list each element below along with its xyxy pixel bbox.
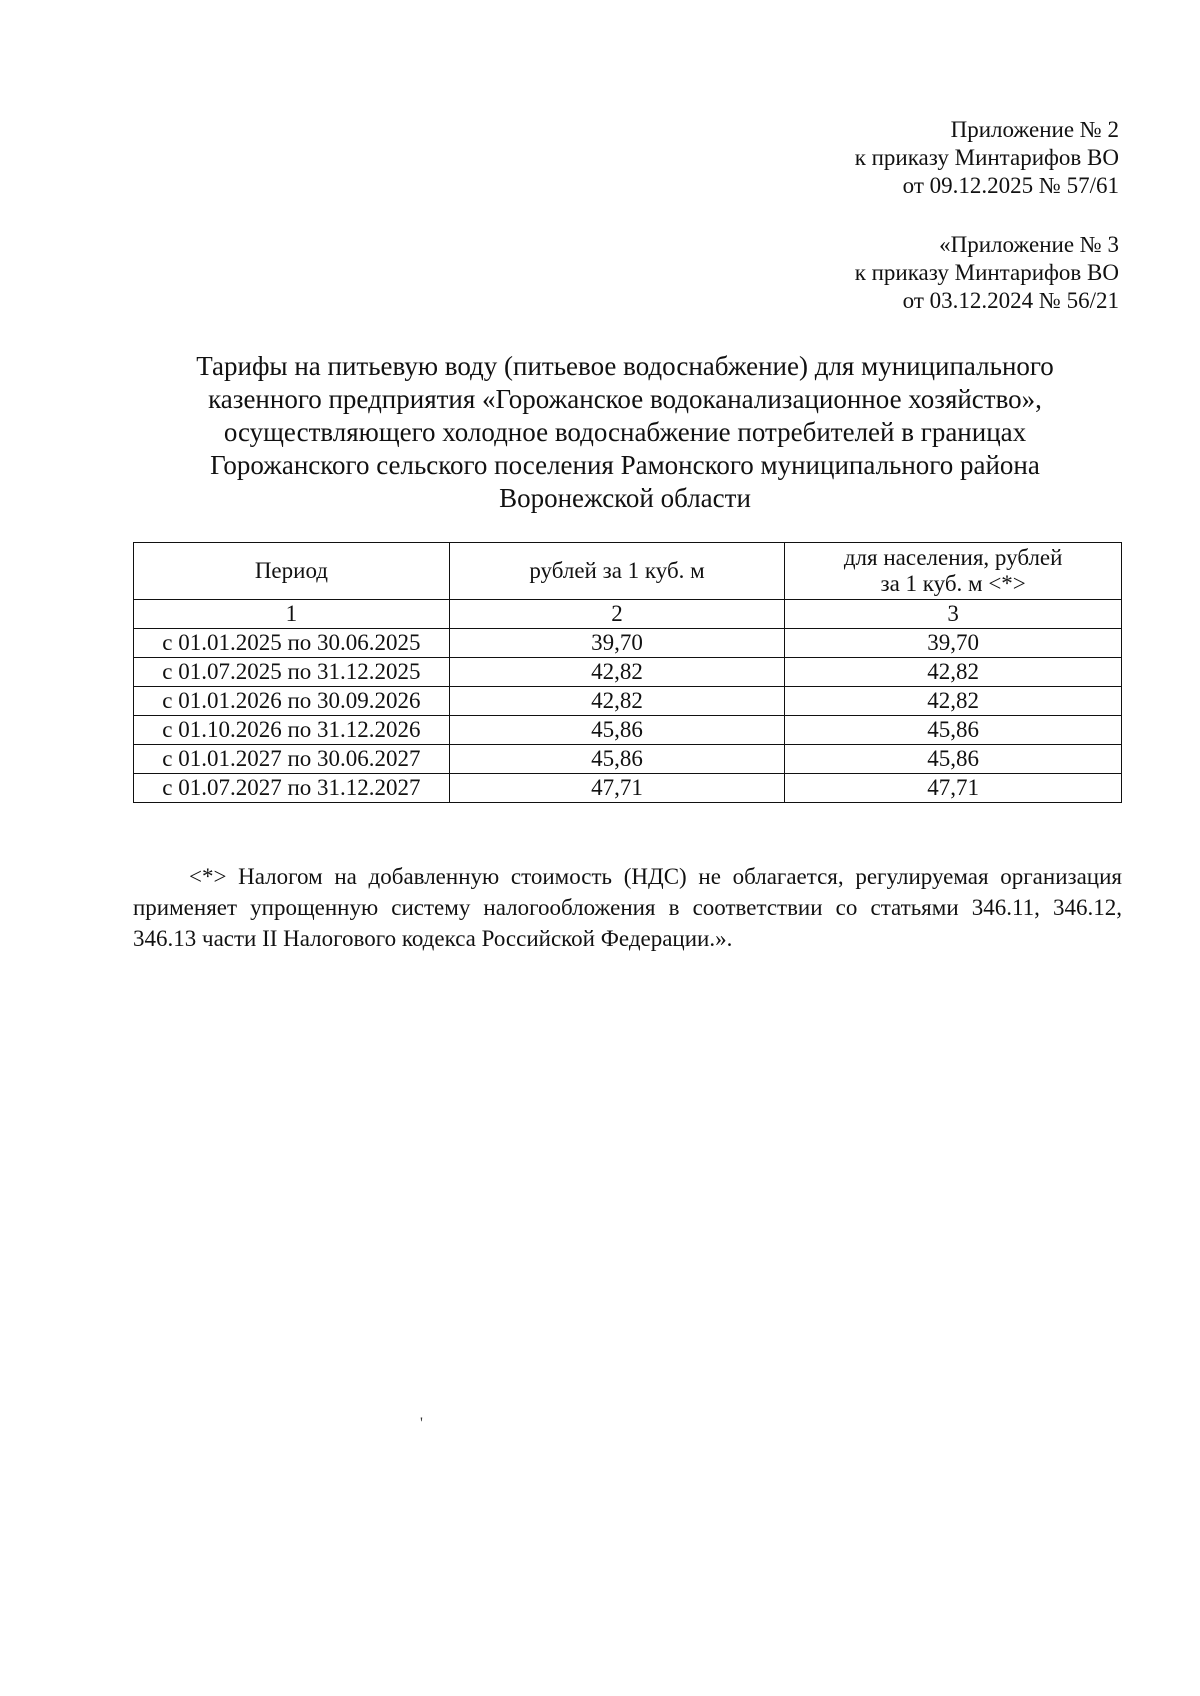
header-population-line: для населения, рублей — [843, 545, 1063, 570]
annex-line: от 03.12.2024 № 56/21 — [902, 288, 1119, 313]
annex-line: Приложение № 2 — [950, 117, 1119, 142]
cell-rub: 42,82 — [449, 687, 784, 716]
cell-rub: 47,71 — [449, 774, 784, 803]
title-line: осуществляющего холодное водоснабжение потребителей в границах — [223, 417, 1027, 447]
footnote: <*> Налогом на добавленную стоимость (НДС) не облагается, регулируемая организация применяет упрощенную систему налогообложения в соответствии со статьями 346.11, 346.12, 346.13 части II Налогового кодекса Российской Федерации.». — [133, 864, 1122, 951]
title-line: Тарифы на питьевую воду (питьевое водоснабжение) для муниципального — [196, 351, 1054, 381]
column-number: 3 — [785, 600, 1122, 629]
table-header-row — [134, 543, 1122, 600]
cell-rub: 45,86 — [449, 716, 784, 745]
header-rub-per-cubic-meter: рублей за 1 куб. м — [449, 543, 784, 600]
tariff-table — [133, 542, 1122, 803]
cell-population: 42,82 — [785, 658, 1122, 687]
title-line: Горожанского сельского поселения Рамонского муниципального района — [210, 450, 1040, 480]
document-title — [130, 350, 1120, 515]
cell-rub: 42,82 — [449, 658, 784, 687]
header-period: Период — [134, 543, 450, 600]
cell-population: 45,86 — [785, 745, 1122, 774]
header-population-line: за 1 куб. м <*> — [880, 571, 1026, 596]
column-number-row — [134, 600, 1122, 629]
title-line: Воронежской области — [499, 483, 751, 513]
cell-population: 45,86 — [785, 716, 1122, 745]
column-number: 2 — [449, 600, 784, 629]
table-row — [134, 687, 1122, 716]
annex-reference-current — [855, 116, 1119, 200]
annex-reference-previous — [855, 231, 1119, 315]
table-row — [134, 629, 1122, 658]
cell-rub: 45,86 — [449, 745, 784, 774]
cell-population: 39,70 — [785, 629, 1122, 658]
annex-line: от 09.12.2025 № 57/61 — [902, 173, 1119, 198]
cell-rub: 39,70 — [449, 629, 784, 658]
annex-line: «Приложение № 3 — [939, 232, 1119, 257]
cell-period: с 01.07.2027 по 31.12.2027 — [134, 774, 450, 803]
header-population-rate — [785, 543, 1122, 600]
cell-period: с 01.10.2026 по 31.12.2026 — [134, 716, 450, 745]
cell-period: с 01.07.2025 по 31.12.2025 — [134, 658, 450, 687]
cell-population: 47,71 — [785, 774, 1122, 803]
cell-period: с 01.01.2025 по 30.06.2025 — [134, 629, 450, 658]
cell-population: 42,82 — [785, 687, 1122, 716]
annex-line: к приказу Минтарифов ВО — [854, 260, 1119, 285]
table-row — [134, 716, 1122, 745]
table-row — [134, 745, 1122, 774]
cell-period: с 01.01.2027 по 30.06.2027 — [134, 745, 450, 774]
column-number: 1 — [134, 600, 450, 629]
title-line: казенного предприятия «Горожанское водоканализационное хозяйство», — [208, 384, 1042, 414]
annex-line: к приказу Минтарифов ВО — [854, 145, 1119, 170]
stray-mark: ' — [420, 1415, 423, 1432]
table-row — [134, 774, 1122, 803]
cell-period: с 01.01.2026 по 30.09.2026 — [134, 687, 450, 716]
table-row — [134, 658, 1122, 687]
